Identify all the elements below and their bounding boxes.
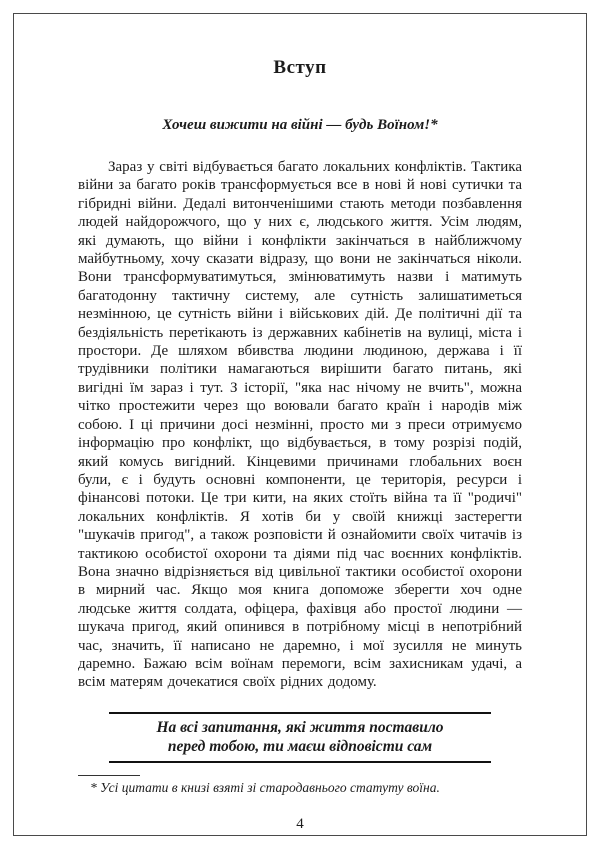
footnote-text: * Усі цитати в книзі взяті зі стародавнього статуту воїна. [90, 779, 440, 795]
body-paragraph: Зараз у світі відбувається багато локальних конфліктів. Тактика війни за багато років трансформується все в нові й нові сутички та гібридні війни. Дедалі витонченішими стають методи позбавлення людей найдорожчого, що у них є, людського життя. Усім людям, які думають, що війни і конфлікти закінчаться в найближчому майбутньому, хочу сказати відразу, що вони не закінчаться ніколи. Вони трансформуватимуться, змінюватимуть назви і матимуть багатодонну тактичну систему, але сутність залишатиметься незмінною, це сутність війни і військових дій. Де політичні дії та бездіяльність перетікають із державних кабінетів на вулиці, міста і простори. Де шляхом вбивства людини людиною, держава і її трудівники політики намагаються вирішити багато питань, які вигідні їм зараз і тут. З історії, "яка нас нічому не вчить", можна чітко простежити через що воювали багато країн і народів між собою. І ці причини досі незмінні, просто ми з преси отримуємо інформацію про конфлікт, що відбувається, в тому розрізі подій, який комусь вигідний. Кінцевими причинами глобальних воєн були, є і будуть основні компоненти, це територія, ресурси і фінансові потоки. Це три кити, на яких стоїть війна та її "родичі" локальних конфліктів. Я хотів би у своїй книжці застерегти "шукачів пригод", а також розповісти й ознайомити своїх читачів із тактикою особистої охорони та діями під час воєнних конфліктів. Вона значно відрізняється від цивільної тактики особистої охорони в мирний час. Якщо моя книга допоможе зберегти хоч одне людське життя солдата, офіцера, фахівця або простої людини — шукача пригод, який опинився в потрібному місці в непотрібний час, значить, її написано не даремно, і мої зусилля не минуть даремно. Бажаю всім воїнам перемоги, всім захисникам удачі, а всім матерям дочекатися своїх рідних додому. [78, 159, 522, 691]
epigraph: Хочеш вижити на війні — будь Воїном!* [162, 117, 438, 133]
footnote-separator [78, 775, 140, 776]
quote-line-1: На всі запитання, які життя поставило [156, 718, 444, 736]
chapter-title: Вступ [273, 57, 327, 78]
quote-block [109, 712, 491, 763]
quote-line-2: перед тобою, ти маєш відповісти сам [167, 737, 433, 755]
footnote-area [78, 775, 522, 796]
page-content [78, 0, 522, 796]
page-number: 4 [296, 816, 304, 832]
